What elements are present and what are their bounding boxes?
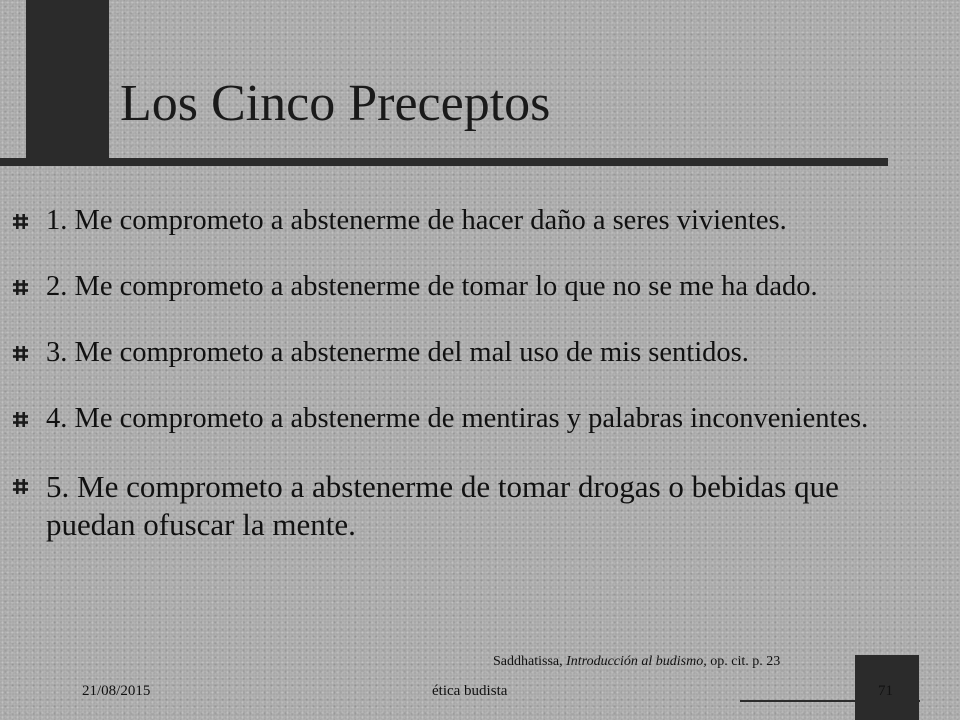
precept-text: 1. Me comprometo a abstenerme de hacer daño a seres vivientes. <box>46 205 787 236</box>
title-underline <box>0 158 888 166</box>
page-number: 71 <box>878 683 893 699</box>
precepts-list <box>12 204 927 544</box>
citation-author: Saddhatissa, <box>493 654 567 669</box>
footer-date: 21/08/2015 <box>82 683 151 699</box>
precept-item-4 <box>12 402 927 436</box>
decorative-vertical-bar <box>26 0 109 158</box>
hash-bullet-icon <box>12 411 29 428</box>
slide-title: Los Cinco Preceptos <box>120 75 551 132</box>
citation <box>493 655 780 669</box>
precept-item-2 <box>12 270 927 304</box>
hash-bullet-icon <box>12 345 29 362</box>
footer-rule <box>740 700 920 702</box>
precept-text: 4. Me comprometo a abstenerme de mentiras y palabras inconvenientes. <box>46 403 869 434</box>
citation-work: Introducción al budismo, <box>566 654 707 669</box>
precept-item-3 <box>12 336 927 370</box>
precept-item-5 <box>12 468 927 544</box>
precept-item-1 <box>12 204 927 238</box>
footer-title: ética budista <box>432 683 508 699</box>
hash-bullet-icon <box>12 279 29 296</box>
precept-text: 2. Me comprometo a abstenerme de tomar lo que no se me ha dado. <box>46 271 818 302</box>
citation-rest: op. cit. p. 23 <box>706 654 781 669</box>
hash-bullet-icon <box>12 213 29 230</box>
hash-bullet-icon <box>12 478 29 495</box>
precept-text: 5. Me comprometo a abstenerme de tomar drogas o bebidas que puedan ofuscar la mente. <box>46 469 839 542</box>
precept-text: 3. Me comprometo a abstenerme del mal uso de mis sentidos. <box>46 337 749 368</box>
